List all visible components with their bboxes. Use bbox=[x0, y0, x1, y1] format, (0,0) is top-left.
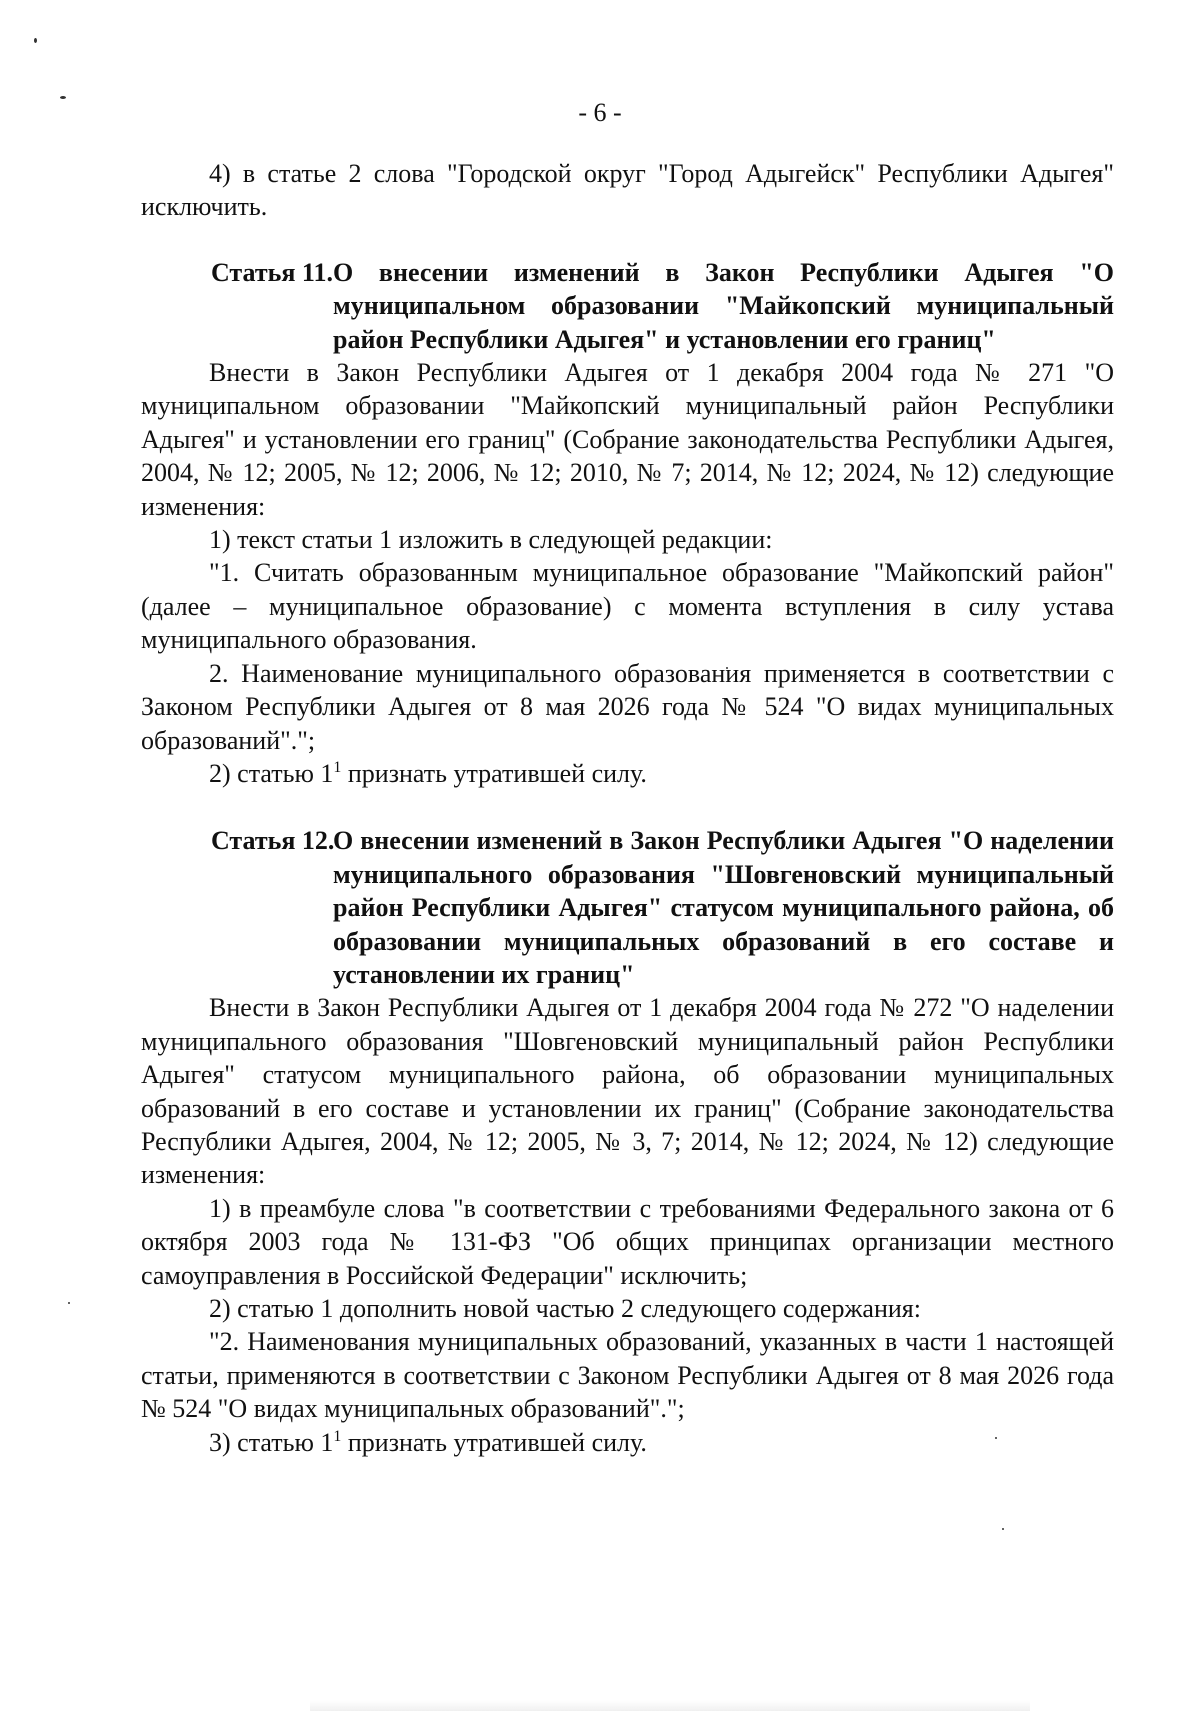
article-11-title: О внесении изменений в Закон Республики Адыгея "О муниципальном образовании "Майкопский муниципальный район Республики Адыгея" и установлении его границ" bbox=[333, 257, 1114, 354]
article-12-item-2: 2) статью 1 дополнить новой частью 2 следующего содержания: bbox=[209, 1294, 921, 1323]
article-12-item-1: 1) в преамбуле слова "в соответствии с требованиями Федерального закона от 6 октября 2003 года № 131-ФЗ "Об общих принципах организации местного самоуправления в Российской Федерации" исключить; bbox=[141, 1193, 1114, 1290]
superscript-index: 1 bbox=[333, 1427, 342, 1445]
article-11-heading bbox=[141, 256, 1114, 356]
article-11-item-2 bbox=[141, 757, 1114, 790]
article-11-quote-part-1: "1. Считать образованным муниципальное образование "Майкопский район" (далее – муниципальное образование) с момента вступления в силу устава муниципального образования. bbox=[141, 558, 1114, 655]
document-body bbox=[141, 157, 1114, 1459]
article-12-quote: "2. Наименования муниципальных образований, указанных в части 1 настоящей статьи, применяются в соответствии с Законом Республики Адыгея от 8 мая 2026 года № 524 "О видах муниципальных образований"."; bbox=[141, 1327, 1114, 1424]
article-12-number: Статья 12. bbox=[211, 826, 335, 856]
page-number: - 6 - bbox=[578, 98, 622, 127]
article-11-number: Статья 11. bbox=[211, 257, 334, 287]
article-12-item-3-text-b: признать утратившей силу. bbox=[341, 1427, 647, 1457]
spacer bbox=[141, 790, 1114, 824]
article-11-intro: Внести в Закон Республики Адыгея от 1 декабря 2004 года № 271 "О муниципальном образовании "Майкопский муниципальный район Республики Адыгея" и установлении его границ" (Собрание законодательства Республики Адыгея, 2004, № 12; 2005, № 12; 2006, № 12; 2010, № 7; 2014, № 12; 2024, № 12) следующие изменения: bbox=[141, 358, 1114, 521]
paragraph-item-4: 4) в статье 2 слова "Городской округ "Город Адыгейск" Республики Адыгея" исключить. bbox=[141, 159, 1114, 222]
article-11-quote-part-2: 2. Наименование муниципального образования применяется в соответствии с Законом Республики Адыгея от 8 мая 2026 года № 524 "О видах муниципальных образований"."; bbox=[141, 658, 1114, 755]
article-11-item-1: 1) текст статьи 1 изложить в следующей редакции: bbox=[209, 525, 773, 555]
article-12-item-3-text-a: 3) статью 1 bbox=[209, 1427, 334, 1457]
article-11-item-2-text-b: признать утратившей силу. bbox=[341, 758, 647, 788]
scan-speck bbox=[68, 1302, 70, 1304]
article-12-intro: Внести в Закон Республики Адыгея от 1 декабря 2004 года № 272 "О наделении муниципального образования "Шовгеновский муниципальный район Республики Адыгея" статусом муниципального района, об образовании муниципальных образований в его составе и установлении их границ" (Собрание законодательства Республики Адыгея, 2004, № 12; 2005, № 3, 7; 2014, № 12; 2024, № 12) следующие изменения: bbox=[141, 993, 1114, 1190]
spacer bbox=[141, 224, 1114, 256]
article-11-item-2-text-a: 2) статью 1 bbox=[209, 758, 334, 788]
scan-speck bbox=[34, 38, 37, 43]
article-12-item-3 bbox=[141, 1426, 1114, 1459]
superscript-index: 1 bbox=[333, 758, 342, 776]
article-12-title: О внесении изменений в Закон Республики Адыгея "О наделении муниципального образования "Шовгеновский муниципальный район Республики Адыгея" статусом муниципального района, об образовании муниципальных образований в его составе и установлении их границ" bbox=[333, 826, 1114, 989]
scan-edge-shadow bbox=[310, 1700, 1030, 1711]
scan-speck bbox=[1002, 1528, 1004, 1530]
article-12-heading bbox=[141, 824, 1114, 991]
